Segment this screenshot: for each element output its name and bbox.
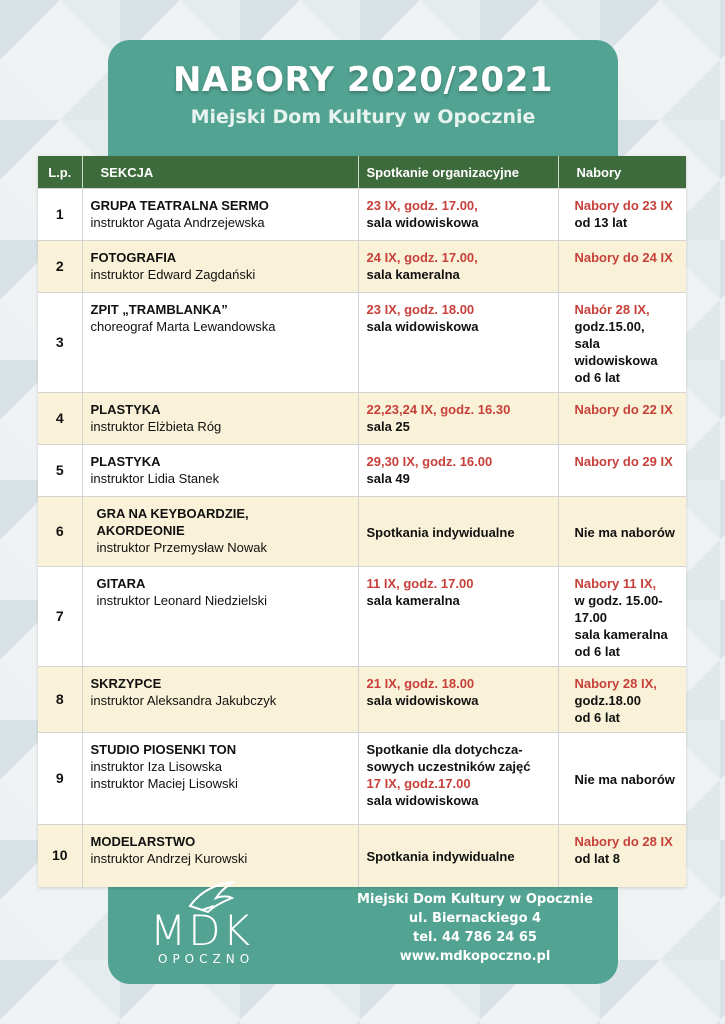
meeting-line: sala 25 [366, 419, 410, 434]
section-cell [82, 241, 358, 293]
section-cell [82, 733, 358, 825]
section-instructor: choreograf Marta Lewandowska [90, 319, 276, 334]
meeting-line: Spotkanie dla dotychcza- [366, 742, 523, 757]
row-number: 7 [38, 567, 82, 667]
recruitment-line: w godz. 15.00-17.00 [574, 593, 663, 625]
meeting-line: sala widowiskowa [366, 693, 479, 708]
row-number: 1 [38, 189, 82, 241]
row-number: 9 [38, 733, 82, 825]
recruitment-cell [558, 825, 686, 887]
recruitment-line: od lat 8 [574, 851, 621, 866]
recruitment-cell [558, 733, 686, 825]
section-instructor: instruktor Aleksandra Jakubczyk [90, 693, 277, 708]
meeting-cell [358, 445, 558, 497]
table-row [38, 293, 686, 393]
section-cell [82, 567, 358, 667]
recruitment-cell [558, 497, 686, 567]
recruitment-line: Nabory 11 IX, [574, 576, 657, 591]
meeting-cell [358, 241, 558, 293]
recruitment-line: Nabory do 23 IX [574, 198, 673, 213]
section-instructor: instruktor Andrzej Kurowski [90, 851, 248, 866]
recruitment-cell [558, 241, 686, 293]
recruitment-line: Nabory 28 IX, [574, 676, 657, 691]
section-cell [82, 445, 358, 497]
recruitment-line: godz.18.00 [574, 693, 641, 708]
contact-org: Miejski Dom Kultury w Opocznie [357, 892, 593, 907]
row-number: 8 [38, 667, 82, 733]
page-subtitle: Miejski Dom Kultury w Opocznie [190, 106, 536, 128]
meeting-line: sala kameralna [366, 267, 460, 282]
recruitment-cell [558, 667, 686, 733]
recruitment-line: od 13 lat [574, 215, 628, 230]
meeting-cell [358, 825, 558, 887]
table-row [38, 733, 686, 825]
meeting-cell [358, 667, 558, 733]
section-instructor: instruktor Agata Andrzejewska [90, 215, 265, 230]
table-row [38, 497, 686, 567]
meeting-line: 17 IX, godz.17.00 [366, 776, 471, 791]
meeting-cell [358, 393, 558, 445]
recruitment-line: Nabory do 24 IX [574, 250, 673, 265]
recruitment-cell [558, 293, 686, 393]
section-name: SKRZYPCE [90, 676, 162, 691]
section-name: ZPIT „TRAMBLANKA” [90, 302, 228, 317]
section-instructor: instruktor Leonard Niedzielski [96, 593, 268, 608]
section-name: GITARA [96, 576, 146, 591]
meeting-cell [358, 497, 558, 567]
meeting-line: Spotkania indywidualne [366, 525, 515, 540]
meeting-cell [358, 293, 558, 393]
table-row [38, 667, 686, 733]
table-row [38, 825, 686, 887]
recruitment-cell [558, 393, 686, 445]
section-name: STUDIO PIOSENKI TON [90, 742, 237, 757]
recruitment-line: Nie ma naborów [574, 525, 675, 540]
section-instructor: instruktor Przemysław Nowak [96, 540, 267, 555]
recruitment-line: Nie ma naborów [574, 772, 675, 787]
meeting-cell [358, 733, 558, 825]
header-meeting: Spotkanie organizacyjne [358, 156, 558, 189]
meeting-line: sowych uczestników zajęć [366, 759, 531, 774]
header-section: SEKCJA [82, 156, 358, 189]
recruitment-line: godz.15.00, [574, 319, 645, 334]
row-number: 10 [38, 825, 82, 887]
header-recruitment: Nabory [558, 156, 686, 189]
section-instructor: instruktor Lidia Stanek [90, 471, 220, 486]
section-cell [82, 497, 358, 567]
meeting-line: sala 49 [366, 471, 410, 486]
recruitment-line: od 6 lat [574, 710, 621, 725]
section-cell [82, 189, 358, 241]
meeting-line: sala widowiskowa [366, 793, 479, 808]
recruitment-line: od 6 lat [574, 644, 621, 659]
logo-mark: MDK [150, 906, 253, 955]
section-instructor: instruktor Iza Lisowska [90, 759, 222, 774]
section-instructor: instruktor Elżbieta Róg [90, 419, 222, 434]
row-number: 6 [38, 497, 82, 567]
recruitment-line: Nabór 28 IX, [574, 302, 650, 317]
meeting-line: sala kameralna [366, 593, 460, 608]
recruitment-cell [558, 567, 686, 667]
page-title: NABORY 2020/2021 [172, 60, 554, 100]
table-header-row [38, 156, 686, 189]
meeting-cell [358, 189, 558, 241]
meeting-line: 11 IX, godz. 17.00 [366, 576, 474, 591]
section-name: GRUPA TEATRALNA SERMO [90, 198, 269, 213]
table-row [38, 445, 686, 497]
meeting-line: 23 IX, godz. 17.00, [366, 198, 478, 213]
meeting-line: 29,30 IX, godz. 16.00 [366, 454, 493, 469]
meeting-line: 23 IX, godz. 18.00 [366, 302, 475, 317]
section-name: PLASTYKA [90, 402, 161, 417]
meeting-cell [358, 567, 558, 667]
header-lp: L.p. [38, 156, 82, 189]
row-number: 3 [38, 293, 82, 393]
contact-street: ul. Biernackiego 4 [408, 911, 542, 926]
meeting-line: sala widowiskowa [366, 215, 479, 230]
contact-block [340, 890, 610, 966]
section-cell [82, 393, 358, 445]
logo-city: OPOCZNO [158, 952, 255, 966]
row-number: 4 [38, 393, 82, 445]
row-number: 2 [38, 241, 82, 293]
meeting-line: 22,23,24 IX, godz. 16.30 [366, 402, 511, 417]
table-row [38, 189, 686, 241]
section-instructor: instruktor Maciej Lisowski [90, 776, 238, 791]
recruitment-line: Nabory do 28 IX [574, 834, 673, 849]
row-number: 5 [38, 445, 82, 497]
section-cell [82, 293, 358, 393]
contact-web[interactable]: www.mdkopoczno.pl [399, 949, 551, 964]
meeting-line: 21 IX, godz. 18.00 [366, 676, 475, 691]
section-name: PLASTYKA [90, 454, 161, 469]
recruitment-cell [558, 445, 686, 497]
table-row [38, 567, 686, 667]
section-cell [82, 667, 358, 733]
recruitment-line: Nabory do 22 IX [574, 402, 673, 417]
table-body [38, 189, 686, 887]
meeting-line: Spotkania indywidualne [366, 849, 515, 865]
recruitment-table [38, 156, 686, 887]
recruitment-line: od 6 lat [574, 370, 621, 385]
section-name: MODELARSTWO [90, 834, 196, 849]
meeting-line: 24 IX, godz. 17.00, [366, 250, 478, 265]
recruitment-line: Nabory do 29 IX [574, 454, 673, 469]
section-name: GRA NA KEYBOARDZIE, AKORDEONIE [96, 506, 249, 538]
table-row [38, 393, 686, 445]
recruitment-cell [558, 189, 686, 241]
table-row [38, 241, 686, 293]
recruitment-line: sala widowiskowa [574, 336, 658, 368]
section-name: FOTOGRAFIA [90, 250, 177, 265]
recruitment-line: sala kameralna [574, 627, 668, 642]
section-instructor: instruktor Edward Zagdański [90, 267, 256, 282]
meeting-line: sala widowiskowa [366, 319, 479, 334]
contact-phone: tel. 44 786 24 65 [413, 930, 537, 945]
